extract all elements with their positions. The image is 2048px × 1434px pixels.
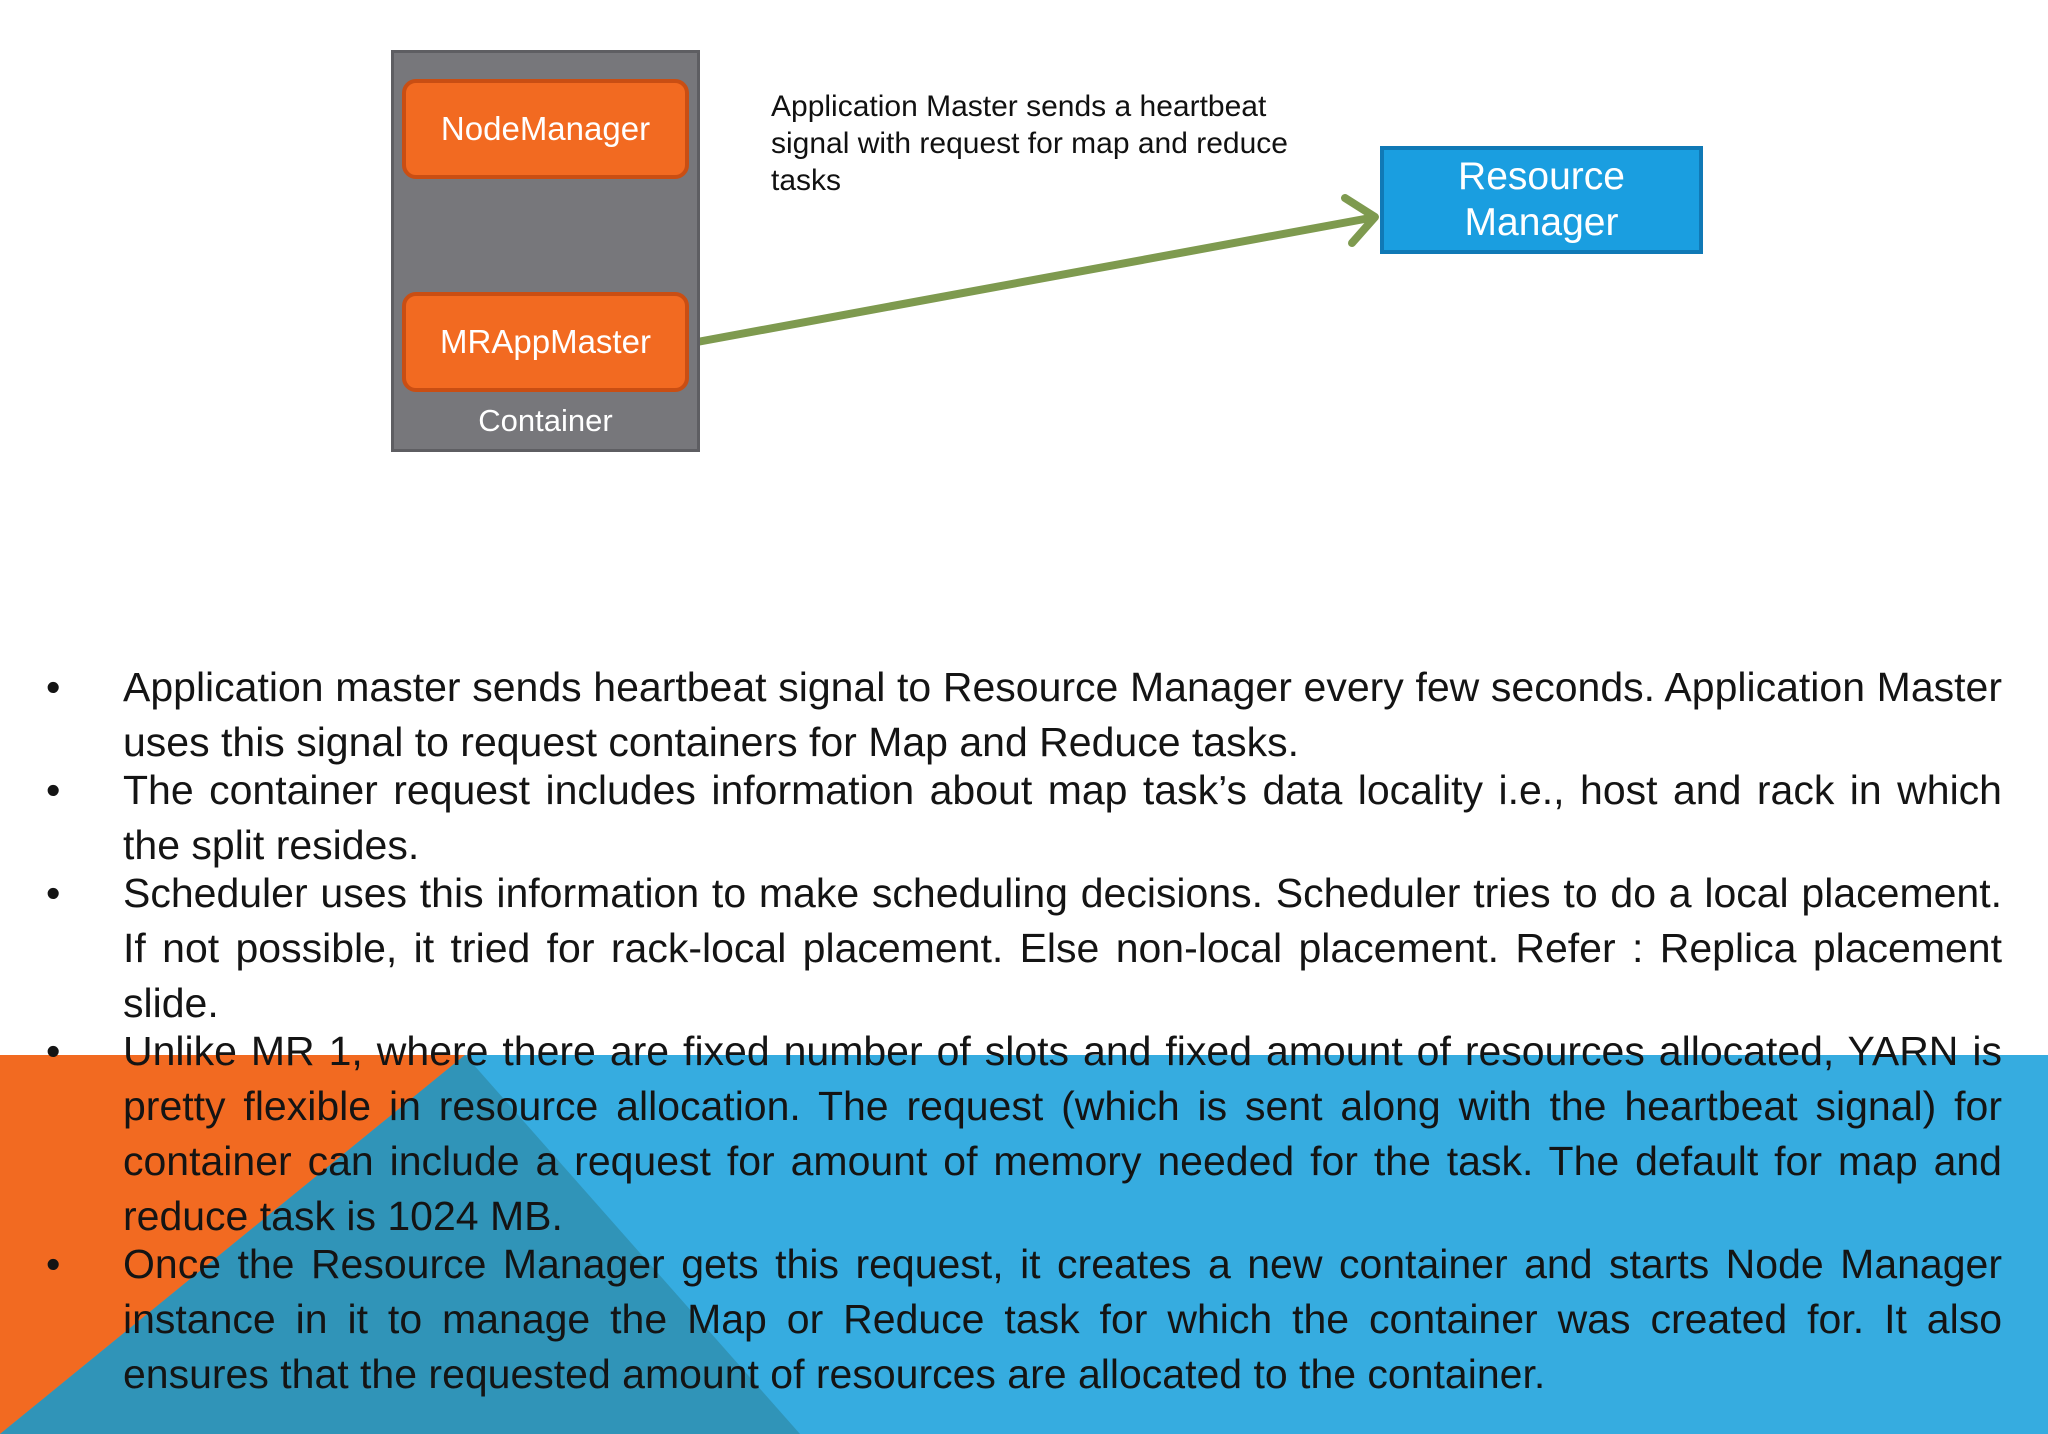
node-manager-label: NodeManager xyxy=(440,110,651,147)
resource-manager-label: Resource Manager xyxy=(1458,155,1625,244)
bullet-text: The container request includes information about map task’s data locality i.e., host and rack in which the split resides. xyxy=(123,767,2002,868)
bullet-mark: • xyxy=(46,664,61,710)
bullet-text: Unlike MR 1, where there are fixed number of slots and fixed amount of resources allocated, YARN is pretty flexible in resource allocation. The request (which is sent along with the heartbeat signal) for container can include a request for amount of memory needed for the task. The default for map and reduce task is 1024 MB. xyxy=(123,1028,2002,1239)
bullet-mark: • xyxy=(46,870,61,916)
bullet-item xyxy=(40,660,2002,770)
heartbeat-annotation: Application Master sends a heartbeat signal with request for map and reduce tasks xyxy=(771,90,1288,197)
bullet-list xyxy=(40,660,2002,1395)
bullet-item xyxy=(40,1237,2002,1402)
bullet-mark: • xyxy=(46,1028,61,1074)
bullet-text: Scheduler uses this information to make scheduling decisions. Scheduler tries to do a local placement. If not possible, it tried for rack-local placement. Else non-local placement. Refer : Replica placement slide. xyxy=(123,870,2002,1026)
container-label: Container xyxy=(478,403,613,438)
bullet-mark: • xyxy=(46,767,61,813)
bullet-item xyxy=(40,1024,2002,1244)
container-box xyxy=(391,50,700,452)
bullet-item xyxy=(40,866,2002,1031)
bullet-text: Once the Resource Manager gets this request, it creates a new container and starts Node Manager instance in it to manage the Map or Reduce task for which the container was created for. It also ensures that the requested amount of resources are allocated to the container. xyxy=(123,1241,2002,1397)
resource-manager-box xyxy=(1380,146,1703,254)
arrow-shaft xyxy=(697,218,1370,342)
bullet-item xyxy=(40,763,2002,873)
bullet-mark: • xyxy=(46,1241,61,1287)
mr-app-master-box xyxy=(402,292,689,392)
node-manager-box xyxy=(402,79,689,179)
bullet-text: Application master sends heartbeat signal to Resource Manager every few seconds. Application Master uses this signal to request containers for Map and Reduce tasks. xyxy=(123,664,2002,765)
mr-app-master-label: MRAppMaster xyxy=(440,323,651,360)
